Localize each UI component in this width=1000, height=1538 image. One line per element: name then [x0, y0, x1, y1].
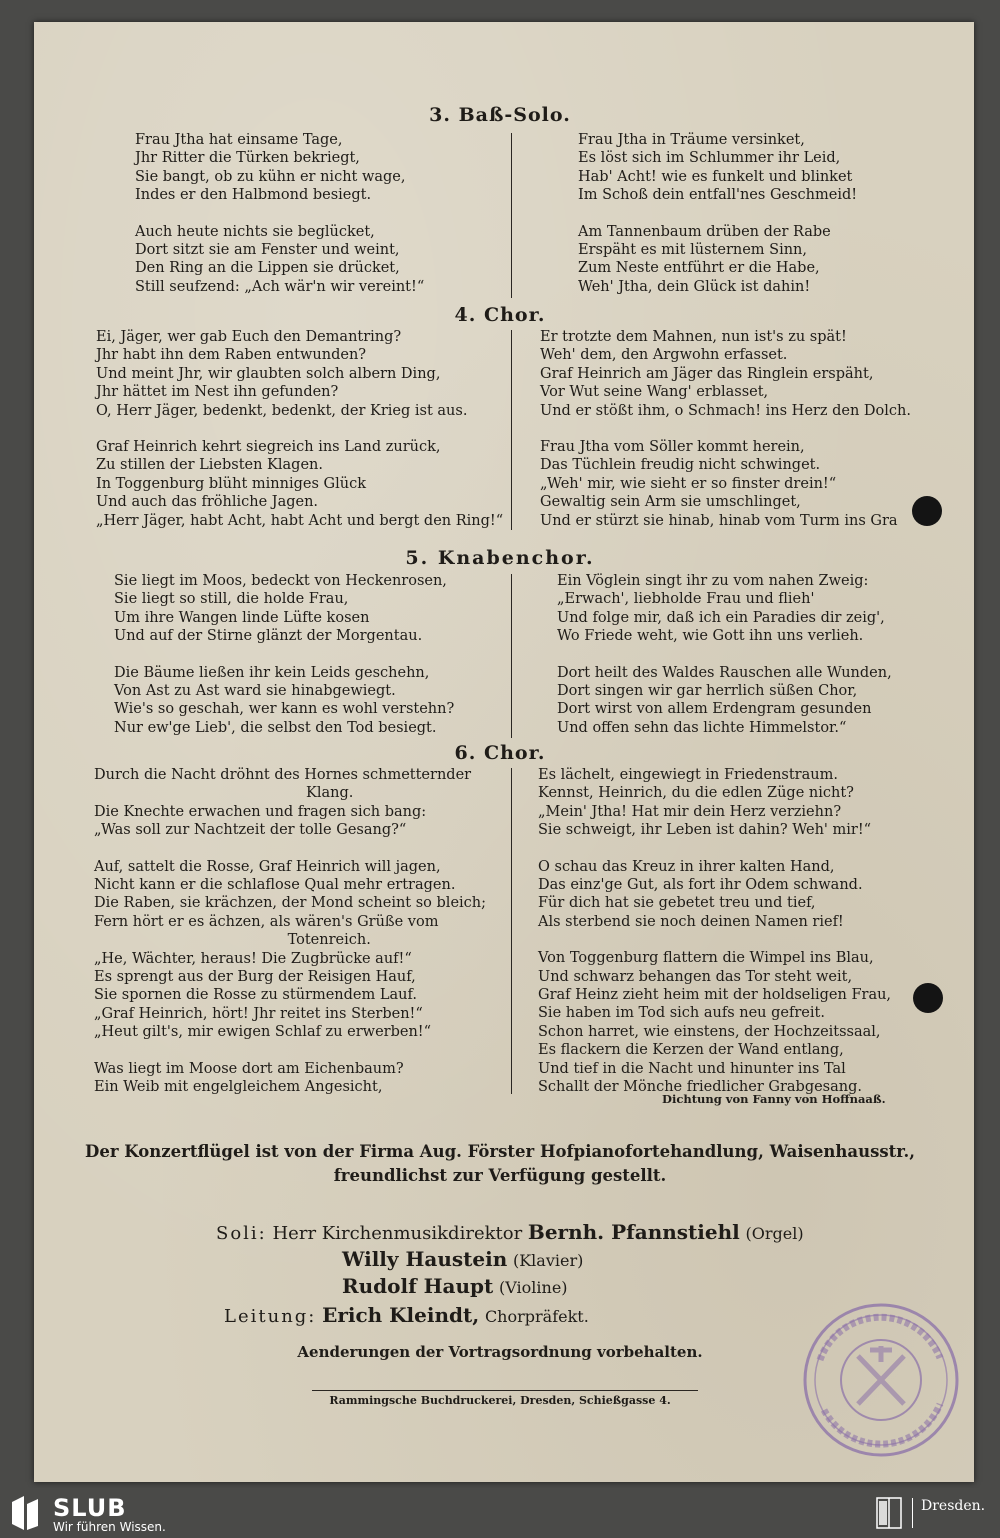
verse-line: Die Knechte erwachen und fragen sich bang: — [94, 803, 427, 820]
verse-line: Ei, Jäger, wer gab Euch den Demantring? — [96, 329, 402, 345]
verse-line: Und meint Jhr, wir glaubten solch albern Ding, — [96, 365, 441, 382]
leitung-role: Chorpräfekt. — [484, 1307, 589, 1326]
leitung-label: Leitung: — [224, 1306, 317, 1327]
verse-line: Dort singen wir gar herrlich süßen Chor, — [557, 683, 858, 700]
heading-knabenchor: 5. Knabenchor. — [405, 547, 595, 569]
verse-line: Und tief in die Nacht und hinunter ins Tal — [538, 1060, 846, 1077]
verse-line: Jhr Ritter die Türken bekriegt, — [135, 150, 360, 167]
verse-line: Sie spornen die Rosse zu stürmendem Lauf. — [94, 987, 417, 1004]
verse-line: „Mein' Jtha! Hat mir dein Herz verziehn? — [538, 803, 842, 820]
chor-4-right-column — [540, 328, 911, 530]
column-divider — [511, 330, 512, 530]
knabenchor-left-column — [114, 572, 454, 737]
verse-line: Und offen sehn das lichte Himmelstor.“ — [557, 719, 847, 736]
verse-line: „Herr Jäger, habt Acht, habt Acht und bergt den Ring!“ — [96, 512, 504, 529]
verse-line: O, Herr Jäger, bedenkt, bedenkt, der Krieg ist aus. — [96, 402, 468, 419]
footer-bar — [0, 1488, 1000, 1538]
stanza-gap — [94, 840, 486, 858]
verse-line: Jhr hättet im Nest ihn gefunden? — [96, 384, 339, 401]
verse-line: Den Ring an die Lippen sie drücket, — [135, 260, 400, 277]
verse-line: Um ihre Wangen linde Lüfte kosen — [114, 609, 370, 626]
verse-line: „Erwach', liebholde Frau und flieh' — [557, 591, 815, 608]
heading-chor-6: 6. Chor. — [454, 742, 546, 764]
verse-line: Durch die Nacht dröhnt des Hornes schmetternder — [94, 767, 472, 783]
verse-line: Sie haben im Tod sich aufs neu gefreit. — [538, 1005, 825, 1022]
verse-line: Weh' dem, den Argwohn erfasset. — [540, 347, 788, 364]
stanza-gap — [96, 420, 503, 438]
verse-line: Hab' Acht! wie es funkelt und blinket — [578, 168, 853, 185]
verse-line: Und er stürzt sie hinab, hinab vom Turm ins Gra — [540, 512, 898, 529]
leitung-line — [224, 1303, 589, 1327]
verse-line: Dort heilt des Waldes Rauschen alle Wunden, — [557, 664, 892, 681]
verse-line: „Graf Heinrich, hört! Jhr reitet ins Sterben!“ — [94, 1005, 423, 1022]
verse-line: Indes er den Halbmond besiegt. — [135, 187, 372, 204]
soli-name-2: Willy Haustein — [342, 1247, 508, 1271]
verse-line: Vor Wut seine Wang' erblasset, — [540, 384, 769, 401]
bass-solo-right-column — [578, 131, 857, 296]
soli-line-2 — [342, 1247, 583, 1271]
stanza-gap — [94, 1042, 486, 1060]
notice-line-2: freundlichst zur Verfügung gestellt. — [333, 1166, 667, 1185]
verse-line: Es sprengt aus der Burg der Reisigen Hauf, — [94, 969, 416, 986]
verse-line: Am Tannenbaum drüben der Rabe — [578, 223, 831, 240]
verse-line: Sie liegt im Moos, bedeckt von Heckenrosen, — [114, 573, 447, 589]
verse-line: Klang. — [94, 785, 354, 802]
verse-line: Frau Jtha in Träume versinket, — [578, 132, 805, 148]
verse-line: Kennst, Heinrich, du die edlen Züge nicht? — [538, 785, 854, 802]
verse-line: Und auch das fröhliche Jagen. — [96, 494, 319, 511]
soli-role-3: (Violine) — [499, 1278, 568, 1297]
verse-line: Sie liegt so still, die holde Frau, — [114, 591, 349, 608]
chor-6-left-column — [94, 766, 486, 1097]
verse-line: Schon harret, wie einstens, der Hochzeitssaal, — [538, 1023, 881, 1040]
verse-line: Wie's so geschah, wer kann es wohl verstehn? — [114, 701, 455, 718]
column-divider — [511, 574, 512, 738]
verse-line: In Toggenburg blüht minniges Glück — [96, 475, 366, 492]
punch-hole — [913, 983, 943, 1013]
stanza-gap — [540, 420, 911, 438]
verse-line: Als sterbend sie noch deinen Namen rief! — [538, 913, 844, 930]
stanza-gap — [538, 840, 891, 858]
verse-line: Für dich hat sie gebetet treu und tief, — [538, 895, 816, 912]
verse-line: Graf Heinrich kehrt siegreich ins Land zurück, — [96, 439, 441, 456]
verse-line: Im Schoß dein entfall'nes Geschmeid! — [578, 187, 858, 204]
punch-hole — [912, 496, 942, 526]
verse-line: Graf Heinz zieht heim mit der holdseligen Frau, — [538, 987, 892, 1004]
verse-line: Ein Weib mit engelgleichem Angesicht, — [94, 1079, 383, 1096]
verse-line: „Was soll zur Nachtzeit der tolle Gesang?“ — [94, 822, 407, 839]
soli-name-3: Rudolf Haupt — [342, 1274, 494, 1298]
verse-line: Dort sitzt sie am Fenster und weint, — [135, 242, 400, 259]
poem-credit: Dichtung von Fanny von Hoffnaaß. — [662, 1092, 886, 1106]
dresden-logo-text: Dresden. — [921, 1498, 986, 1514]
verse-line: O schau das Kreuz in ihrer kalten Hand, — [538, 858, 835, 875]
stanza-gap — [578, 205, 857, 223]
verse-line: Still seufzend: „Ach wär'n wir vereint!“ — [135, 278, 425, 295]
verse-line: Erspäht es mit lüsternem Sinn, — [578, 242, 808, 259]
verse-line: Sie schweigt, ihr Leben ist dahin? Weh' mir!“ — [538, 822, 872, 839]
verse-line: Nur ew'ge Lieb', die selbst den Tod besiegt. — [114, 719, 437, 736]
verse-line: Und er stößt ihm, o Schmach! ins Herz den Dolch. — [540, 402, 911, 419]
verse-line: Schallt der Mönche friedlicher Grabgesang. — [538, 1079, 862, 1096]
verse-line: Auf, sattelt die Rosse, Graf Heinrich will jagen, — [94, 858, 441, 875]
verse-line: Von Toggenburg flattern die Wimpel ins Blau, — [538, 950, 874, 967]
slub-logo-icon — [10, 1496, 40, 1530]
verse-line: Die Bäume ließen ihr kein Leids geschehn, — [114, 664, 430, 681]
verse-line: Auch heute nichts sie beglücket, — [135, 223, 375, 240]
verse-line: Und schwarz behangen das Tor steht weit, — [538, 968, 853, 985]
verse-line: Und auf der Stirne glänzt der Morgentau. — [114, 628, 423, 645]
verse-line: Dort wirst von allem Erdengram gesunden — [557, 701, 872, 718]
slub-logo-text: SLUB — [53, 1494, 127, 1522]
leitung-name: Erich Kleindt, — [322, 1303, 480, 1327]
verse-line: Es flackern die Kerzen der Wand entlang, — [538, 1042, 844, 1059]
notice-line-1: Der Konzertflügel ist von der Firma Aug. Förster Hofpianofortehandlung, Waisenhausstr., — [85, 1142, 915, 1161]
verse-line: Die Raben, sie krächzen, der Mond scheint so bleich; — [94, 895, 487, 912]
soli-label: Soli: — [216, 1223, 267, 1244]
verse-line: „Weh' mir, wie sieht er so finster drein!“ — [540, 475, 837, 492]
bass-solo-left-column — [135, 131, 424, 296]
heading-bass-solo: 3. Baß-Solo. — [429, 104, 571, 126]
verse-line: Das einz'ge Gut, als fort ihr Odem schwand. — [538, 877, 863, 894]
soli-name-1: Bernh. Pfannstiehl — [527, 1220, 740, 1244]
soli-role-2: (Klavier) — [512, 1251, 584, 1270]
stanza-gap — [538, 931, 891, 949]
stanza-gap — [557, 646, 892, 664]
printer-rule — [312, 1390, 698, 1391]
dresden-coat-of-arms-icon — [876, 1497, 902, 1529]
verse-line: Und folge mir, daß ich ein Paradies dir zeig', — [557, 609, 885, 626]
verse-line: Graf Heinrich am Jäger das Ringlein erspäht, — [540, 365, 874, 382]
knabenchor-right-column — [557, 572, 892, 737]
column-divider — [511, 133, 512, 298]
chor-4-left-column — [96, 328, 503, 530]
stanza-gap — [114, 646, 454, 664]
changes-notice: Aenderungen der Vortragsordnung vorbehalten. — [297, 1343, 703, 1361]
verse-line: Er trotzte dem Mahnen, nun ist's zu spät! — [540, 329, 847, 345]
verse-line: Sie bangt, ob zu kühn er nicht wage, — [135, 168, 406, 185]
verse-line: Nicht kann er die schlaflose Qual mehr ertragen. — [94, 877, 456, 894]
column-divider — [511, 768, 512, 1094]
stanza-gap — [135, 205, 424, 223]
footer-divider — [912, 1498, 913, 1528]
verse-line: Es lächelt, eingewiegt in Friedenstraum. — [538, 767, 838, 783]
verse-line: Fern hört er es ächzen, als wären's Grüße vom — [94, 913, 439, 930]
verse-line: Von Ast zu Ast ward sie hinabgewiegt. — [114, 683, 396, 700]
printer-imprint: Rammingsche Buchdruckerei, Dresden, Schießgasse 4. — [329, 1394, 671, 1407]
verse-line: „He, Wächter, heraus! Die Zugbrücke auf!“ — [94, 950, 412, 967]
heading-chor-4: 4. Chor. — [454, 304, 546, 326]
soli-line — [216, 1220, 804, 1244]
chor-6-right-column — [538, 766, 891, 1097]
slub-tagline: Wir führen Wissen. — [53, 1520, 166, 1534]
soli-title: Herr Kirchenmusikdirektor — [272, 1223, 523, 1244]
library-stamp — [800, 1300, 962, 1460]
verse-line: Zu stillen der Liebsten Klagen. — [96, 457, 323, 474]
verse-line: Frau Jtha hat einsame Tage, — [135, 132, 343, 148]
verse-line: Ein Vöglein singt ihr zu vom nahen Zweig: — [557, 573, 869, 589]
verse-line: Weh' Jtha, dein Glück ist dahin! — [578, 278, 811, 295]
verse-line: Zum Neste entführt er die Habe, — [578, 260, 820, 277]
verse-line: Es löst sich im Schlummer ihr Leid, — [578, 150, 841, 167]
soli-line-3 — [342, 1274, 568, 1298]
soli-role-1: (Orgel) — [745, 1224, 804, 1243]
verse-line: Totenreich. — [94, 932, 371, 949]
verse-line: Wo Friede weht, wie Gott ihn uns verlieh. — [557, 628, 864, 645]
verse-line: Frau Jtha vom Söller kommt herein, — [540, 439, 805, 456]
verse-line: Jhr habt ihn dem Raben entwunden? — [96, 347, 367, 364]
verse-line: Das Tüchlein freudig nicht schwinget. — [540, 457, 821, 474]
verse-line: Was liegt im Moose dort am Eichenbaum? — [94, 1060, 404, 1077]
verse-line: Gewaltig sein Arm sie umschlinget, — [540, 494, 801, 511]
verse-line: „Heut gilt's, mir ewigen Schlaf zu erwerben!“ — [94, 1024, 432, 1041]
